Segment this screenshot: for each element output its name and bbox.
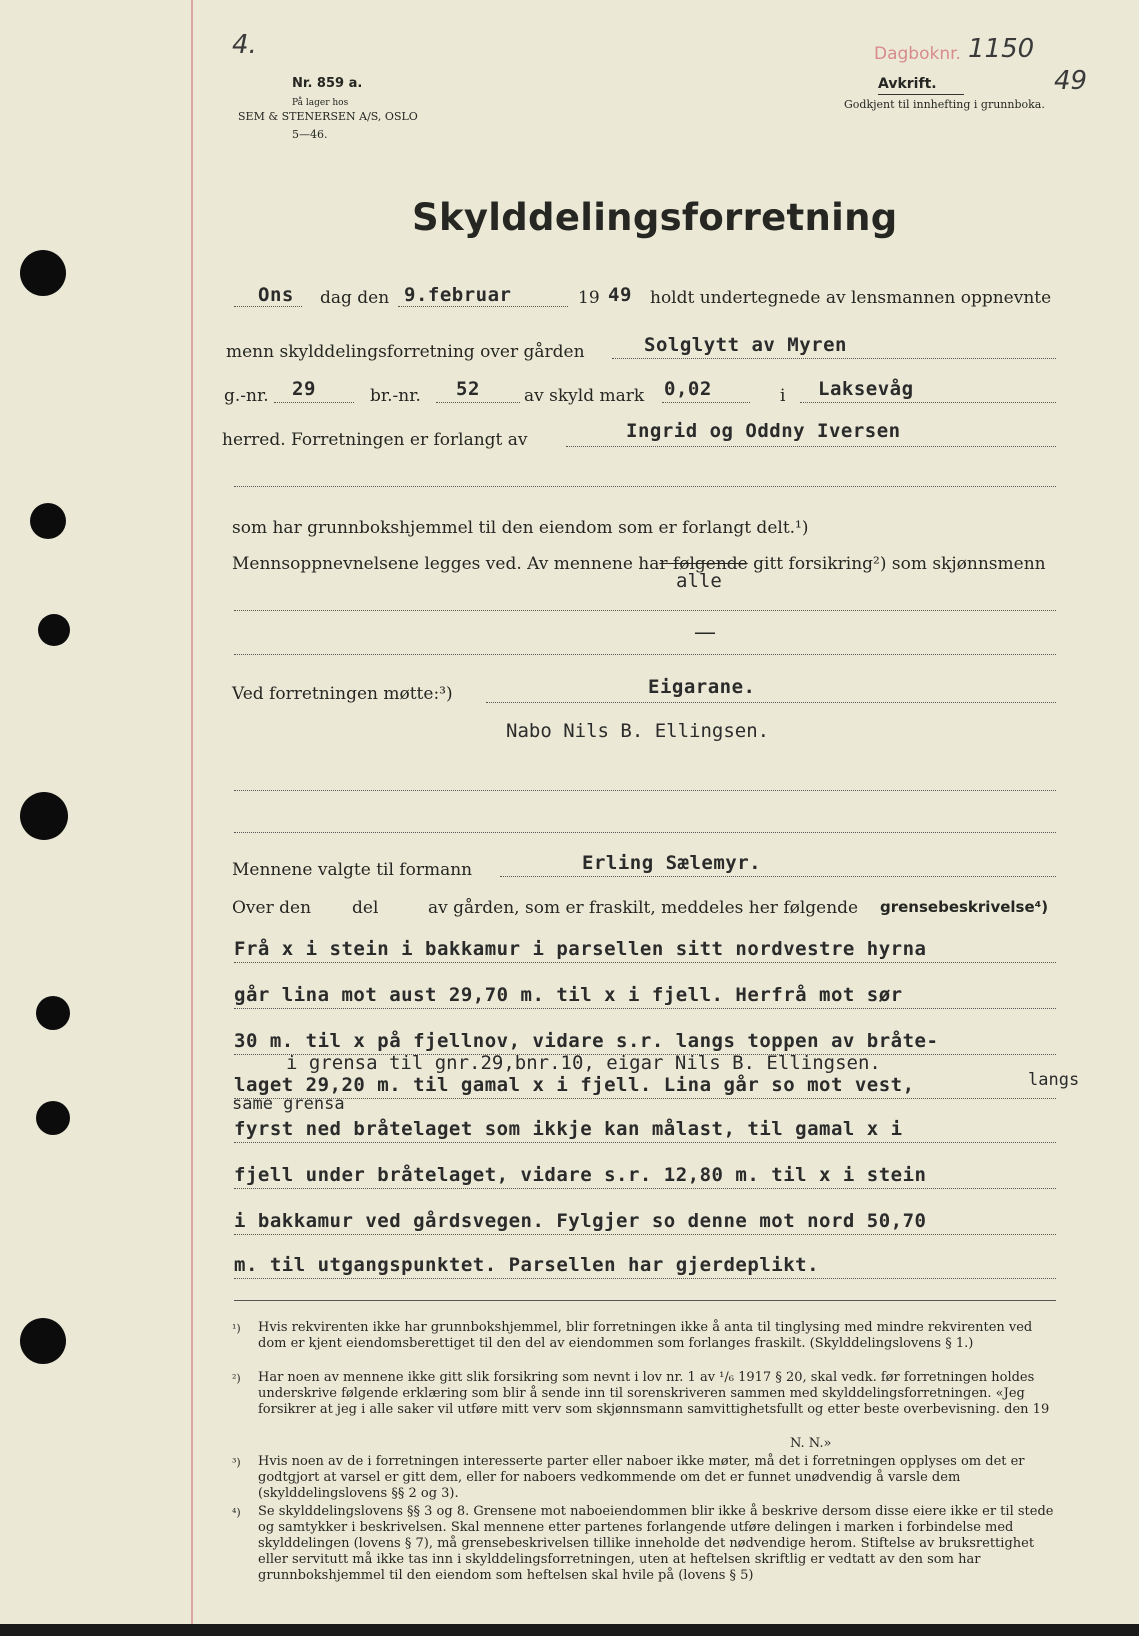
description-line: laget 29,20 m. til gamal x i fjell. Lina går so mot vest, (234, 1074, 915, 1096)
menn-text: gitt forsikring²) som skjønnsmenn (753, 554, 1046, 574)
punch-hole (36, 1101, 70, 1135)
description-line: går lina mot aust 29,70 m. til x i fjell. Herfrå mot sør (234, 984, 903, 1006)
year-value: 49 (608, 284, 632, 306)
punch-hole (20, 250, 66, 296)
description-line: m. til utgangspunktet. Parsellen har gjerdeplikt. (234, 1254, 820, 1276)
bnr-value: 52 (456, 378, 480, 400)
fill-line (234, 1278, 1056, 1279)
dagbok-year: 49 (1054, 66, 1088, 96)
gnr-value: 29 (292, 378, 316, 400)
struck-text: r følgende (659, 554, 748, 574)
publisher-line: 5—46. (292, 128, 328, 141)
description-line: Frå x i stein i bakkamur i parsellen sitt nordvestre hyrna (234, 938, 927, 960)
margin-rule (191, 0, 193, 1636)
footnote-signature: N. N.» (790, 1436, 832, 1451)
fill-line (234, 1008, 1056, 1009)
scan-edge (0, 1624, 1139, 1636)
weekday-value: Ons (258, 284, 294, 306)
publisher-line: SEM & STENERSEN A/S, OSLO (238, 110, 418, 123)
label-text: menn skylddelingsforretning over gården (226, 342, 585, 362)
footnote-number: ³) (232, 1456, 241, 1469)
footnote-text: Se skylddelingslovens §§ 3 og 8. Grensene mot naboeiendommen blir ikke å beskrive dersom disse eiere ikke er til stede og samtykker i beskrivelsen. Skal mennene etter partenes forlangende utføre delingen i marken i forbindelse med skylddelingen (lovens § 7), må grensebeskrivelsen tillike inneholde det nødvendige herom. Stiftelse av bruksrettighet eller servitutt må ikke tas inn i skylddelingsforretningen, uten at heftelsen skriftlig er vedtatt av den som har grunnbokshjemmel til den eiendom som heftelsen skal hvile på (lovens § 5) (258, 1504, 1054, 1583)
insertion-text: same grensa (232, 1094, 345, 1114)
publisher-line: På lager hos (292, 98, 349, 108)
mark-value: 0,02 (664, 378, 712, 400)
attendee-value: Eigarane. (648, 676, 756, 698)
footnote-text: Hvis noen av de i forretningen interesserte parter eller naboer ikke møter, må det i forretningen opplyses om det er godtgjort at varsel er gitt dem, eller for naboers vedkommende om det er funnet unødvendig å varsle dem (skylddelingslovens §§ 2 og 3). (258, 1454, 1025, 1501)
menn-text: Mennsoppnevnelsene legges ved. Av mennene ha (232, 554, 660, 574)
margin-mark: 4. (232, 30, 257, 60)
fill-line (436, 402, 520, 403)
dagbok-stamp: Dagboknr. (874, 44, 961, 64)
fill-line (234, 832, 1056, 833)
punch-hole (20, 792, 68, 840)
dash-mark: — (694, 620, 716, 645)
avkrift-label: Avkrift. (878, 76, 937, 92)
fill-line (234, 962, 1056, 963)
punch-hole (38, 614, 70, 646)
label-text: i (780, 386, 786, 406)
label-text: herred. Forretningen er forlangt av (222, 430, 528, 450)
form-number: Nr. 859 a. (292, 76, 363, 91)
label-text: del (352, 898, 379, 918)
fill-line (234, 610, 1056, 611)
requester-value: Ingrid og Oddny Iversen (626, 420, 901, 442)
attendee-value: Nabo Nils B. Ellingsen. (506, 720, 770, 742)
fill-line (234, 1098, 1056, 1099)
date-value: 9.februar (404, 284, 512, 306)
insertion-text: i grensa til gnr.29,bnr.10, eigar Nils B. Ellingsen. (286, 1052, 881, 1074)
avkrift-underline (878, 94, 964, 95)
label-text: br.-nr. (370, 386, 421, 406)
punch-hole (30, 503, 66, 539)
label-text: av gården, som er fraskilt, meddeles her følgende (428, 898, 859, 918)
description-line: fjell under bråtelaget, vidare s.r. 12,80 m. til x i stein (234, 1164, 927, 1186)
fill-line (500, 876, 1056, 877)
fill-line (234, 306, 302, 307)
label-text: Over den (232, 898, 312, 918)
fill-line (234, 1054, 1056, 1055)
fill-line (274, 402, 354, 403)
fill-line (234, 790, 1056, 791)
fill-line (234, 1188, 1056, 1189)
footnote-number: ²) (232, 1372, 241, 1385)
fill-line (234, 486, 1056, 487)
label-text: Ved forretningen møtte:³) (232, 684, 453, 704)
label-text: 19 (578, 288, 600, 308)
fill-line (662, 402, 750, 403)
label-text: Mennene valgte til formann (232, 860, 473, 880)
page-title: Skylddelingsforretning (412, 196, 898, 239)
fill-line (566, 446, 1056, 447)
label-text: g.-nr. (224, 386, 269, 406)
punch-hole (20, 1318, 66, 1364)
fill-line (800, 402, 1056, 403)
description-line: i bakkamur ved gårdsvegen. Fylgjer so denne mot nord 50,70 (234, 1210, 927, 1232)
footnote-number: ¹) (232, 1322, 241, 1335)
godkjent-text: Godkjent til innhefting i grunnboka. (844, 98, 1045, 111)
footnote-rule (234, 1300, 1056, 1301)
fill-line (234, 1234, 1056, 1235)
fill-line (398, 306, 568, 307)
formann-value: Erling Sælemyr. (582, 852, 762, 874)
fill-line (486, 702, 1056, 703)
description-line: 30 m. til x på fjellnov, vidare s.r. langs toppen av bråte- (234, 1030, 939, 1052)
insertion-text: langs (1028, 1070, 1080, 1090)
farm-value: Solglytt av Myren (644, 334, 847, 356)
label-text (232, 554, 1046, 574)
fill-line (612, 358, 1056, 359)
description-line: fyrst ned bråtelaget som ikkje kan målast, til gamal x i (234, 1118, 903, 1140)
dagbok-number: 1150 (968, 34, 1035, 64)
footnote-number: ⁴) (232, 1506, 241, 1519)
footnote-text: Har noen av mennene ikke gitt slik forsikring som nevnt i lov nr. 1 av ¹/₆ 1917 § 20, skal vedk. før forretningen holdes underskrive følgende erklæring som blir å sende inn til sorenskriveren sammen med skylddelingsforretningen. «Jeg forsikrer at jeg i alle saker vil utføre mitt verv som skjønnsmann samvittighetsfullt og etter beste overbevisning. den 19 (258, 1370, 1050, 1417)
municipality-value: Laksevåg (818, 378, 914, 400)
label-text: grensebeskrivelse⁴) (880, 898, 1049, 916)
footnote-text: Hvis rekvirenten ikke har grunnbokshjemmel, blir forretningen ikke å anta til tinglysing med mindre rekvirenten ved dom er kjent eiendomsberettiget til den del av eiendommen som forlanges fraskilt. (Skylddelingslovens § 1.) (258, 1320, 1033, 1351)
label-text: dag den (320, 288, 390, 308)
fill-line (234, 1142, 1056, 1143)
fill-line (234, 654, 1056, 655)
alle-insertion: alle (676, 570, 722, 592)
label-text: holdt undertegnede av lensmannen oppnevnte (650, 288, 1052, 308)
punch-hole (36, 996, 70, 1030)
label-text: som har grunnbokshjemmel til den eiendom som er forlangt delt.¹) (232, 518, 809, 538)
label-text: av skyld mark (524, 386, 645, 406)
